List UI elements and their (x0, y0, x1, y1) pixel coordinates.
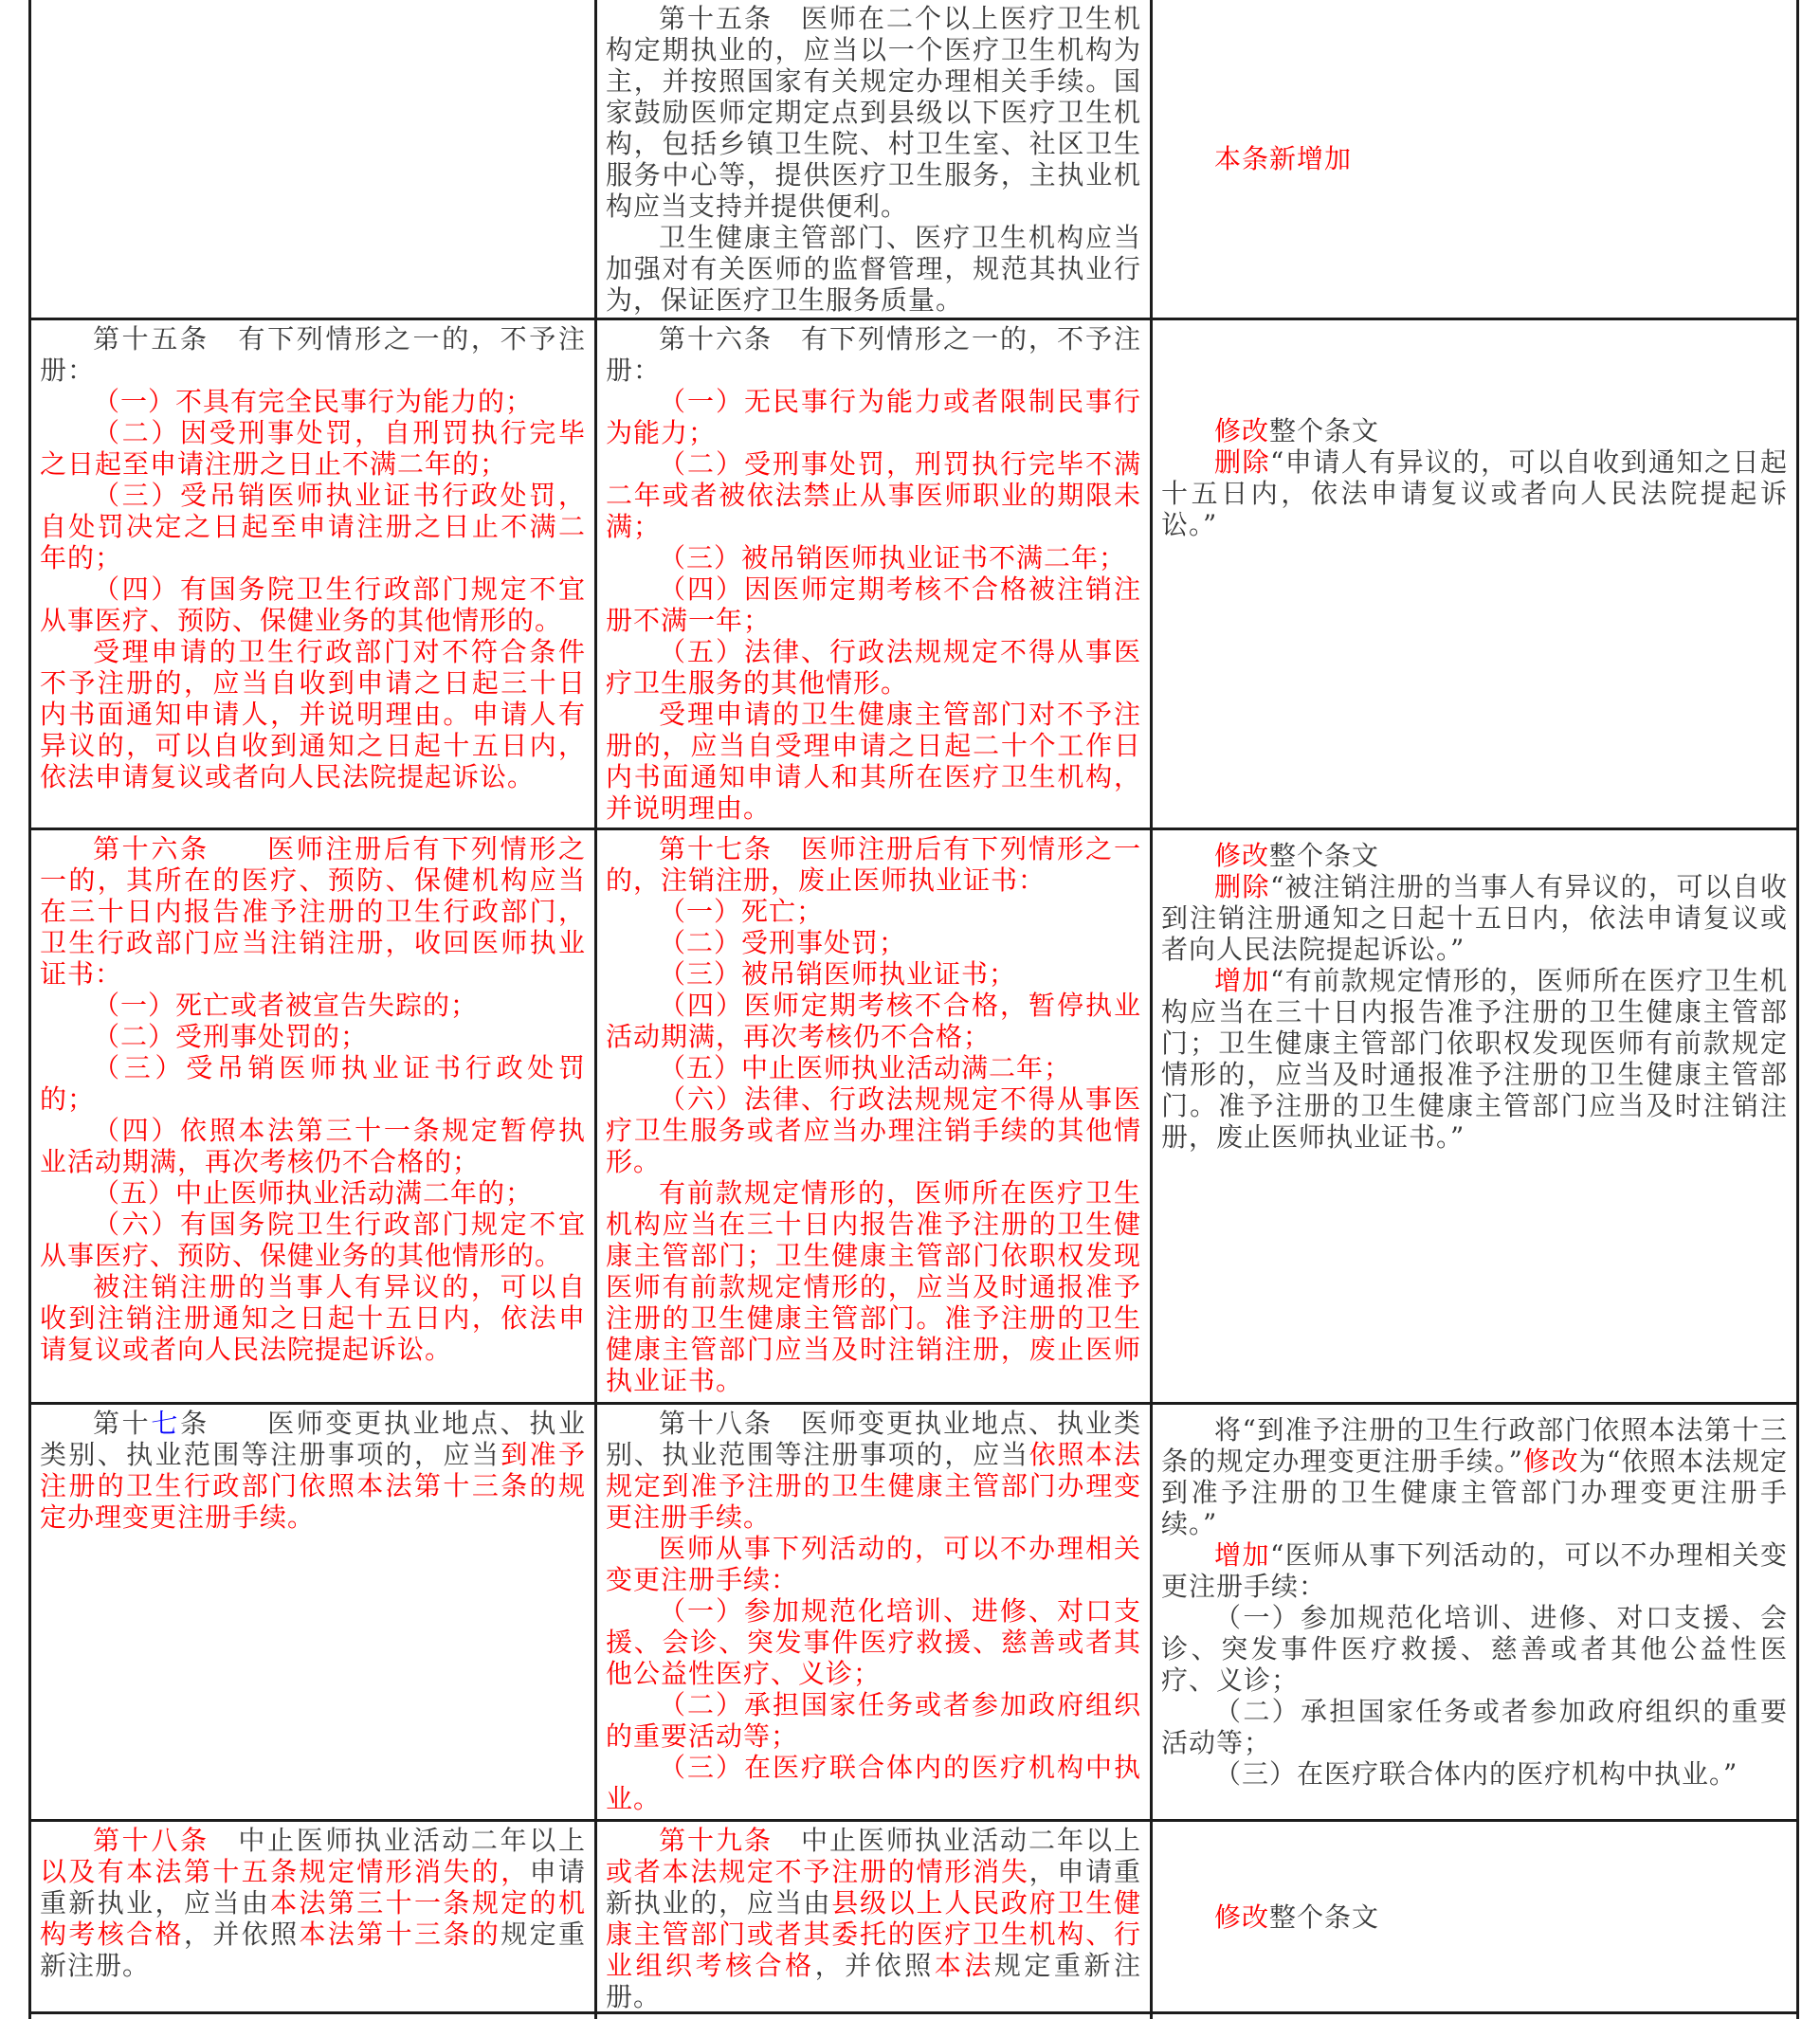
text-run-blue: 七 (151, 1408, 181, 1439)
text-run-black: 整个条文 (1269, 840, 1380, 871)
text-run-black: 中止医师执业活动二年以上 (209, 1825, 586, 1856)
text-run-red: （三）被吊销医师执业证书； (659, 958, 1017, 990)
paragraph (40, 573, 586, 636)
paragraph (40, 1271, 586, 1365)
paragraph (1161, 871, 1788, 965)
text-run-red: 第十八条 (93, 1825, 209, 1856)
text-run-red: 县级以上人民政府卫生健康主管部门或者其委托的医疗卫生机构、行业组织考核合格 (606, 1887, 1141, 1981)
text-run-black: 将“到准予注册的卫生行政部门依照本法第十三条的规定办理变更注册手续。” (1161, 1414, 1788, 1477)
paragraph (1161, 415, 1788, 446)
paragraph (1161, 965, 1788, 1153)
text-run-red: 第十七条 医师注册后有下列情形之一的，注销注册，废止医师执业证书： (606, 833, 1141, 896)
paragraph (1161, 1539, 1788, 1602)
text-run-red: （五）法律、行政法规规定不得从事医疗卫生服务的其他情形。 (606, 636, 1141, 699)
text-run-black: 第十六条 有下列情形之一的，不予注册： (606, 323, 1141, 386)
paragraph (606, 222, 1141, 316)
text-run-black: 申请重新执业，应当由 (40, 1856, 586, 1919)
text-run-red: （三）受吊销医师执业证书行政处罚，自处罚决定之日起至申请注册之日止不满二年的； (40, 480, 586, 573)
text-run-black: 第十 (93, 1408, 152, 1439)
text-run-red: 依照本法规定到准予注册的卫生健康主管部门办理变更注册手续。 (606, 1439, 1141, 1533)
text-run-black: “医师从事下列活动的，可以不办理相关变更注册手续： (1161, 1539, 1788, 1602)
paragraph (40, 833, 586, 990)
text-run-black: ，并依照 (183, 1919, 300, 1950)
paragraph (40, 1052, 586, 1115)
table-row (31, 320, 1796, 830)
paragraph (606, 927, 1141, 958)
text-run-red: （二）承担国家任务或者参加政府组织的重要活动等； (606, 1689, 1141, 1752)
paragraph (1161, 1414, 1788, 1539)
text-run-red: 或者本法规定不予注册的情形消失 (606, 1856, 1029, 1887)
text-run-red: （二）因受刑事处罚，自刑罚执行完毕之日起至申请注册之日止不满二年的； (40, 417, 586, 480)
paragraph (1161, 1602, 1788, 1696)
text-run-red: 修改 (1522, 1446, 1579, 1477)
text-run-black: 卫生健康主管部门、医疗卫生机构应当加强对有关医师的监督管理，规范其执业行为，保证医疗卫生服务质量。 (606, 222, 1141, 316)
paragraph (606, 3, 1141, 222)
text-run-red: （五）中止医师执业活动满二年； (659, 1052, 1072, 1083)
paragraph (606, 1408, 1141, 1533)
paragraph (606, 542, 1141, 573)
text-run-red: 本条新增加 (1214, 143, 1353, 174)
paragraph (40, 1115, 586, 1177)
text-run-black: 整个条文 (1269, 415, 1380, 446)
text-run-red: （一）死亡或者被宣告失踪的； (93, 990, 479, 1021)
paragraph (40, 1177, 586, 1209)
text-run-red: 第十六条 医师注册后有下列情形之一的，其所在的医疗、预防、保健机构应当在三十日内报告准予注册的卫生行政部门，卫生行政部门应当注销注册，收回医师执业证书： (40, 833, 586, 990)
paragraph (606, 448, 1141, 542)
text-run-red: 被注销注册的当事人有异议的，可以自收到注销注册通知之日起十五日内，依法申请复议或者向人民法院提起诉讼。 (40, 1271, 586, 1365)
text-run-red: （六）有国务院卫生行政部门规定不宜从事医疗、预防、保健业务的其他情形的。 (40, 1209, 586, 1271)
notes-cell-row4 (1150, 1405, 1796, 1819)
paragraph (606, 833, 1141, 896)
paragraph (606, 1595, 1141, 1689)
text-run-red: （一）不具有完全民事行为能力的； (93, 386, 534, 417)
new-law-cell-row4 (594, 1405, 1150, 1819)
paragraph (40, 1021, 586, 1052)
text-run-red: 修改 (1214, 840, 1270, 871)
paragraph (606, 1752, 1141, 1814)
text-run-black: 中止医师执业活动二年以上 (773, 1825, 1141, 1856)
text-run-red: （四）有国务院卫生行政部门规定不宜从事医疗、预防、保健业务的其他情形的。 (40, 573, 586, 636)
paragraph (1161, 446, 1788, 540)
text-run-red: （二）受刑事处罚的； (93, 1021, 369, 1052)
text-run-red: （六）法律、行政法规规定不得从事医疗卫生服务或者应当办理注销手续的其他情形。 (606, 1083, 1141, 1177)
text-run-red: 修改 (1214, 1901, 1270, 1933)
paragraph (40, 1408, 586, 1533)
paragraph (606, 1689, 1141, 1752)
text-run-red: 医师从事下列活动的，可以不办理相关变更注册手续： (606, 1533, 1141, 1595)
notes-cell-row1 (1150, 0, 1796, 318)
text-run-black: ，申请重新执业的，应当由 (606, 1856, 1141, 1919)
paragraph (40, 1209, 586, 1271)
text-run-red: （二）受刑事处罚，刑罚执行完毕不满二年或者被依法禁止从事医师职业的期限未满； (606, 448, 1141, 542)
text-run-red: 删除 (1214, 871, 1270, 902)
paragraph (606, 323, 1141, 386)
text-run-black: “申请人有异议的，可以自收到通知之日起十五日内，依法申请复议或者向人民法院提起诉讼。” (1161, 446, 1788, 540)
old-law-cell-row4 (31, 1405, 594, 1819)
paragraph (40, 386, 586, 417)
text-run-red: （三）被吊销医师执业证书不满二年； (659, 542, 1127, 573)
old-law-cell-row5 (31, 1822, 594, 2011)
paragraph (1161, 143, 1788, 174)
paragraph (606, 1083, 1141, 1177)
text-run-red: 有前款规定情形的，医师所在医疗卫生机构应当在三十日内报告准予注册的卫生健康主管部门；卫生健康主管部门依职权发现医师有前款规定情形的，应当及时通报准予注册的卫生健康主管部门。准予注册的卫生健康主管部门应当及时注销注册，废止医师执业证书。 (606, 1177, 1141, 1396)
notes-cell-row6 (1150, 2014, 1796, 2019)
text-run-red: （四）医师定期考核不合格，暂停执业活动期满，再次考核仍不合格； (606, 990, 1141, 1052)
text-run-red: （四）因医师定期考核不合格被注销注册不满一年； (606, 573, 1141, 636)
text-run-red: 删除 (1214, 446, 1270, 478)
paragraph (606, 1177, 1141, 1396)
old-law-cell-row6 (31, 2014, 594, 2019)
text-run-red: 本法第三十一条规定的机构考核合格 (40, 1887, 586, 1950)
paragraph (606, 1825, 1141, 2011)
old-law-cell-row1 (31, 0, 594, 318)
paragraph (606, 573, 1141, 636)
text-run-red: 本法 (934, 1950, 994, 1981)
paragraph (1161, 840, 1788, 871)
new-law-cell-row1 (594, 0, 1150, 318)
paragraph (606, 1533, 1141, 1595)
paragraph (40, 990, 586, 1021)
old-law-cell-row3 (31, 830, 594, 1402)
text-run-black: 为“依照本法规定到准予注册的卫生健康主管部门办理变更注册手续。” (1161, 1446, 1788, 1539)
new-law-cell-row2 (594, 320, 1150, 828)
text-run-red: 受理申请的卫生行政部门对不符合条件不予注册的，应当自收到申请之日起三十日内书面通知申请人，并说明理由。申请人有异议的，可以自收到通知之日起十五日内，依法申请复议或者向人民法院提起诉讼。 (40, 636, 586, 792)
paragraph (40, 323, 586, 386)
paragraph (1161, 1901, 1788, 1933)
text-run-red: （一）无民事行为能力或者限制民事行为能力； (606, 386, 1141, 448)
paragraph (606, 386, 1141, 448)
text-run-black: 规定重新注册。 (40, 1919, 586, 1981)
text-run-black: 整个条文 (1269, 1901, 1380, 1933)
paragraph (40, 480, 586, 573)
text-run-red: 增加 (1214, 1539, 1270, 1571)
text-run-red: 以及有本法第十五条规定情形消失的， (40, 1856, 530, 1887)
paragraph (606, 699, 1141, 824)
notes-cell-row5 (1150, 1822, 1796, 2011)
text-run-black: 第十五条 有下列情形之一的，不予注册： (40, 323, 586, 386)
text-run-red: （一）参加规范化培训、进修、对口支援、会诊、突发事件医疗救援、慈善或者其他公益性医疗、义诊； (606, 1595, 1141, 1689)
text-run-red: 到准予注册的卫生行政部门依照本法第十三条的规定办理变更注册手续。 (40, 1439, 586, 1533)
text-run-red: 受理申请的卫生健康主管部门对不予注册的，应当自受理申请之日起二十个工作日内书面通知申请人和其所在医疗卫生机构，并说明理由。 (606, 699, 1141, 824)
text-run-black: ，并依照 (814, 1950, 935, 1981)
table-row (31, 1822, 1796, 2014)
table-row (31, 0, 1796, 320)
text-run-black: 规定重新注册。 (606, 1950, 1141, 2011)
comparison-table (28, 0, 1799, 2019)
text-run-red: 第十九条 (659, 1825, 773, 1856)
text-run-red: 增加 (1214, 965, 1270, 996)
notes-cell-row2 (1150, 320, 1796, 828)
text-run-red: 修改 (1214, 415, 1270, 446)
text-run-black: （一）参加规范化培训、进修、对口支援、会诊、突发事件医疗救援、慈善或者其他公益性医疗、义诊； (1161, 1602, 1788, 1696)
text-run-red: （四）依照本法第三十一条规定暂停执业活动期满，再次考核仍不合格的； (40, 1115, 586, 1177)
text-run-red: （三）受吊销医师执业证书行政处罚的； (40, 1052, 586, 1115)
paragraph (40, 417, 586, 480)
text-run-black: 条 医师变更执业地点、执业类别、执业范围等注册事项的，应当 (40, 1408, 586, 1470)
paragraph (40, 1825, 586, 1981)
text-run-red: 本法第十三条的 (299, 1919, 501, 1950)
new-law-cell-row6 (594, 2014, 1150, 2019)
paragraph (40, 636, 586, 792)
text-run-red: （一）死亡； (659, 896, 825, 927)
table-row (31, 2014, 1796, 2019)
notes-cell-row3 (1150, 830, 1796, 1402)
paragraph (606, 1052, 1141, 1083)
text-run-black: “被注销注册的当事人有异议的，可以自收到注销注册通知之日起十五日内，依法申请复议或者向人民法院提起诉讼。” (1161, 871, 1788, 965)
text-run-black: “有前款规定情形的，医师所在医疗卫生机构应当在三十日内报告准予注册的卫生健康主管部门；卫生健康主管部门依职权发现医师有前款规定情形的，应当及时通报准予注册的卫生健康主管部门。准予注册的卫生健康主管部门应当及时注销注册，废止医师执业证书。” (1161, 965, 1788, 1153)
paragraph (606, 896, 1141, 927)
text-run-black: 第十五条 医师在二个以上医疗卫生机构定期执业的，应当以一个医疗卫生机构为主，并按照国家有关规定办理相关手续。国家鼓励医师定期定点到县级以下医疗卫生机构，包括乡镇卫生院、村卫生室、社区卫生服务中心等，提供医疗卫生服务，主执业机构应当支持并提供便利。 (606, 3, 1141, 222)
text-run-red: （二）受刑事处罚； (659, 927, 907, 958)
text-run-black: 第十八条 医师变更执业地点、执业类别、执业范围等注册事项的，应当 (606, 1408, 1141, 1470)
table-row (31, 1405, 1796, 1822)
paragraph (606, 990, 1141, 1052)
new-law-cell-row3 (594, 830, 1150, 1402)
text-run-red: （三）在医疗联合体内的医疗机构中执业。 (606, 1752, 1141, 1814)
paragraph (606, 958, 1141, 990)
paragraph (606, 636, 1141, 699)
paragraph (1161, 1696, 1788, 1758)
text-run-red: （五）中止医师执业活动满二年的； (93, 1177, 534, 1209)
paragraph (1161, 1758, 1788, 1790)
text-run-black: （二）承担国家任务或者参加政府组织的重要活动等； (1161, 1696, 1788, 1758)
old-law-cell-row2 (31, 320, 594, 828)
new-law-cell-row5 (594, 1822, 1150, 2011)
table-row (31, 830, 1796, 1405)
text-run-black: （三）在医疗联合体内的医疗机构中执业。” (1214, 1758, 1738, 1790)
